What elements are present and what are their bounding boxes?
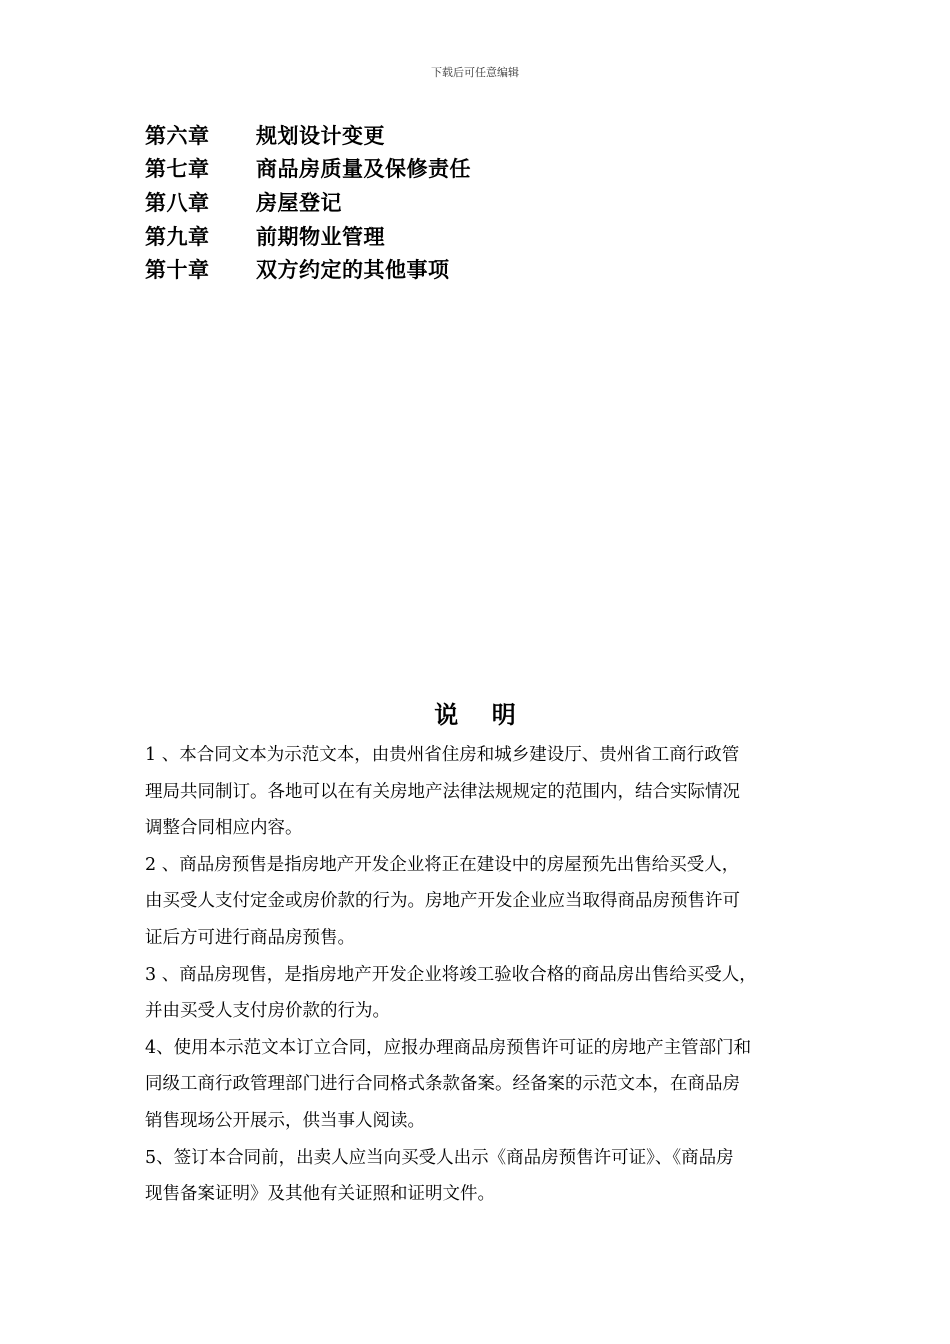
notes-line: 同级工商行政管理部门进行合同格式条款备案。经备案的示范文本，在商品房 [145,1074,740,1095]
chapter-number: 第九章 [145,224,210,249]
notes-line: 证后方可进行商品房预售。 [145,927,355,948]
chapter-title: 双方约定的其他事项 [256,258,450,283]
chapter-title: 规划设计变更 [256,123,385,148]
chapter-title: 前期物业管理 [256,224,385,249]
chapter-title: 商品房质量及保修责任 [256,157,471,182]
notes-line: 销售现场公开展示，供当事人阅读。 [145,1110,425,1131]
chapter-number: 第七章 [145,157,210,182]
notes-line: 并由买受人支付房价款的行为。 [145,1001,390,1022]
chapter-number: 第八章 [145,190,210,215]
notes-line: 3 、商品房现售，是指房地产开发企业将竣工验收合格的商品房出售给买受人， [145,964,757,985]
chapter-item [145,219,845,253]
notes-line: 理局共同制订。各地可以在有关房地产法律法规规定的范围内，结合实际情况 [145,781,740,802]
chapter-item [145,118,845,152]
notes-body [145,737,817,1213]
notes-line: 1 、本合同文本为示范文本，由贵州省住房和城乡建设厅、贵州省工商行政管 [145,745,740,765]
notes-line: 由买受人支付定金或房价款的行为。房地产开发企业应当取得商品房预售许可 [145,891,740,912]
notes-line: 调整合同相应内容。 [145,818,303,839]
notes-line: 4、使用本示范文本订立合同，应报办理商品房预售许可证的房地产主管部门和 [145,1037,752,1058]
chapter-list [145,118,845,286]
chapter-number: 第六章 [145,123,210,148]
notes-line: 现售备案证明》及其他有关证照和证明文件。 [145,1184,495,1205]
chapter-number: 第十章 [145,258,210,283]
notes-heading: 说 明 [434,701,516,729]
chapter-item [145,152,845,186]
notes-line: 5、签订本合同前，出卖人应当向买受人出示《商品房预售许可证》、《商品房 [145,1147,734,1168]
chapter-title: 房屋登记 [256,190,342,215]
page-header-note: 下载后可任意编辑 [431,66,519,79]
chapter-item [145,185,845,219]
notes-line: 2 、商品房预售是指房地产开发企业将正在建设中的房屋预先出售给买受人， [145,854,740,875]
chapter-item [145,252,845,286]
